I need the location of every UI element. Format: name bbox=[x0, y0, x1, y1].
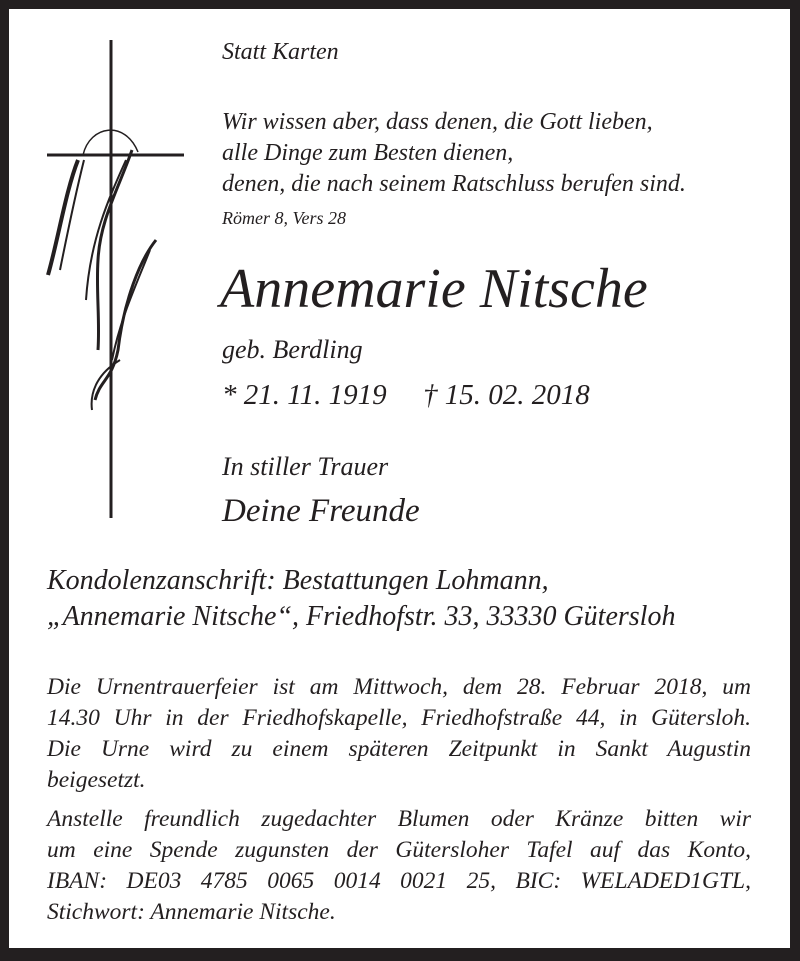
maiden-name: geb. Berdling bbox=[222, 335, 363, 364]
mourners-intro: In stiller Trauer bbox=[222, 452, 389, 481]
condolence-address bbox=[47, 563, 675, 635]
verse-line: Wir wissen aber, dass denen, die Gott lieben, bbox=[222, 109, 653, 135]
donation-line: Stichwort: Annemarie Nitsche. bbox=[47, 899, 336, 925]
condolence-line: Kondolenzanschrift: Bestattungen Lohmann, bbox=[47, 565, 549, 596]
bible-verse bbox=[222, 107, 686, 200]
deceased-name: Annemarie Nitsche bbox=[220, 258, 648, 320]
donation-line: Anstelle freundlich zugedachter Blumen oder Kränze bitten wir bbox=[47, 806, 751, 832]
birth-date: * 21. 11. 1919 bbox=[222, 379, 387, 411]
donation-line: um eine Spende zugunsten der Gütersloher Tafel auf das Konto, bbox=[47, 837, 751, 863]
ceremony-line: Die Urnentrauerfeier ist am Mittwoch, dem 28. Februar 2018, um bbox=[47, 674, 751, 700]
header-title: Statt Karten bbox=[222, 39, 339, 65]
ceremony-line: beigesetzt. bbox=[47, 767, 146, 793]
ceremony-paragraph bbox=[47, 672, 751, 796]
condolence-line: „Annemarie Nitsche“, Friedhofstr. 33, 33330 Gütersloh bbox=[47, 601, 676, 632]
death-date: † 15. 02. 2018 bbox=[423, 379, 590, 411]
donation-line: IBAN: DE03 4785 0065 0014 0021 25, BIC: WELADED1GTL, bbox=[47, 868, 751, 894]
donation-paragraph bbox=[47, 804, 751, 928]
verse-line: denen, die nach seinem Ratschluss berufen sind. bbox=[222, 171, 686, 197]
verse-line: alle Dinge zum Besten dienen, bbox=[222, 140, 514, 166]
ceremony-line: Die Urne wird zu einem späteren Zeitpunkt in Sankt Augustin bbox=[47, 736, 751, 762]
mourners-names: Deine Freunde bbox=[222, 493, 420, 529]
obituary-notice bbox=[9, 9, 790, 948]
verse-reference: Römer 8, Vers 28 bbox=[222, 208, 346, 228]
ceremony-line: 14.30 Uhr in der Friedhofskapelle, Friedhofstraße 44, in Gütersloh. bbox=[47, 705, 751, 731]
